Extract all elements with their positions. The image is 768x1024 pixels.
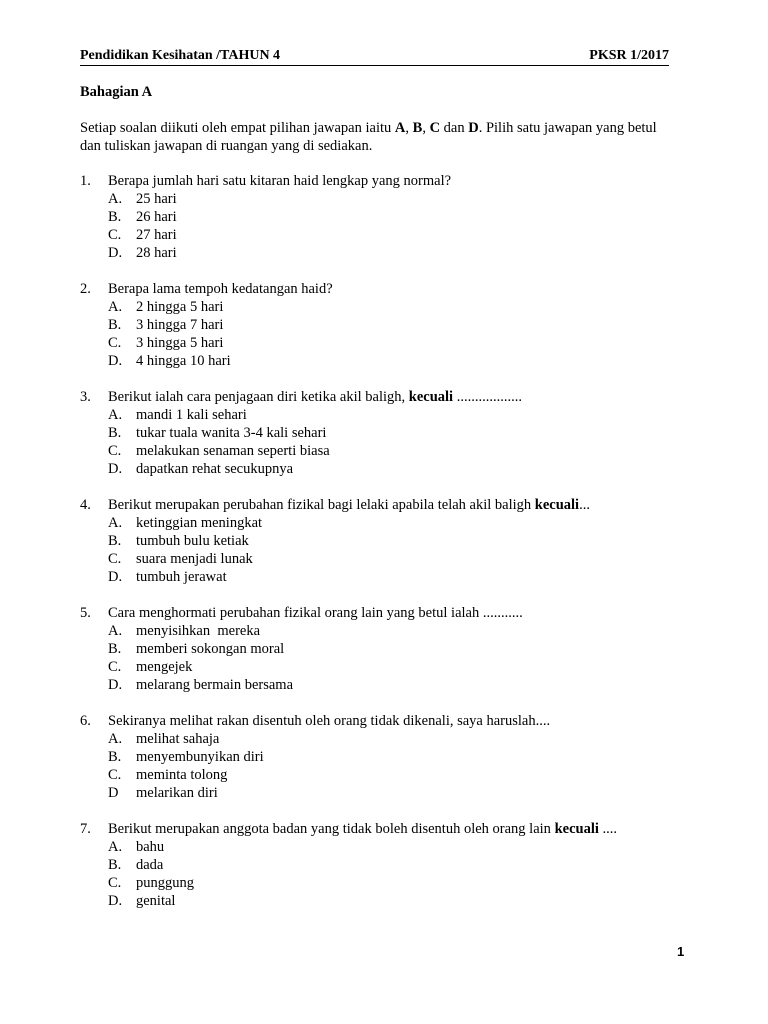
option-d <box>80 352 680 370</box>
question-stem <box>80 388 680 406</box>
option-a <box>80 514 680 532</box>
option-a <box>80 190 680 208</box>
option-text: menyembunyikan diri <box>136 749 264 765</box>
option-b <box>80 532 680 550</box>
option-letter: B. <box>108 317 122 333</box>
question-number: 3. <box>80 389 91 405</box>
option-text: menyisihkan mereka <box>136 623 261 639</box>
separator: , <box>422 120 430 136</box>
option-c <box>80 442 680 460</box>
paper-code: PKSR 1/2017 <box>589 48 669 63</box>
subject-title: Pendidikan Kesihatan /TAHUN 4 <box>80 48 281 63</box>
question-list <box>80 172 680 928</box>
option-a <box>80 406 680 424</box>
question-number: 7. <box>80 821 91 837</box>
option-text: suara menjadi lunak <box>136 551 253 567</box>
option-letter: C. <box>108 227 122 243</box>
option-b <box>80 748 680 766</box>
option-text: tumbuh bulu ketiak <box>136 533 249 549</box>
option-b <box>80 208 680 226</box>
question-6 <box>80 712 680 802</box>
instructions <box>80 119 680 155</box>
question-number: 1. <box>80 173 91 189</box>
option-letter-c: C <box>429 120 441 136</box>
option-letter: A. <box>108 839 123 855</box>
instructions-text: . Pilih satu jawapan yang betul <box>478 120 657 136</box>
question-text: Berikut ialah cara penjagaan diri ketika akil baligh, <box>108 389 409 405</box>
option-b <box>80 316 680 334</box>
question-text: Berikut merupakan perubahan fizikal bagi lelaki apabila telah akil baligh <box>108 497 535 513</box>
option-letter: D. <box>108 461 123 477</box>
option-d <box>80 676 680 694</box>
option-text: 27 hari <box>136 227 177 243</box>
option-d <box>80 460 680 478</box>
option-b <box>80 640 680 658</box>
option-letter: C. <box>108 551 122 567</box>
question-number: 6. <box>80 713 91 729</box>
question-text: Sekiranya melihat rakan disentuh oleh orang tidak dikenali, saya haruslah.... <box>108 713 551 729</box>
option-text: 3 hingga 7 hari <box>136 317 224 333</box>
option-c <box>80 658 680 676</box>
option-letter: A. <box>108 515 123 531</box>
page-header <box>80 47 669 66</box>
option-text: 4 hingga 10 hari <box>136 353 231 369</box>
option-letter: C. <box>108 875 122 891</box>
option-d <box>80 892 680 910</box>
instructions-text: Setiap soalan diikuti oleh empat pilihan jawapan iaitu <box>80 120 395 136</box>
option-text: mengejek <box>136 659 193 675</box>
option-letter: D. <box>108 677 123 693</box>
option-text: dapatkan rehat secukupnya <box>136 461 294 477</box>
option-a <box>80 622 680 640</box>
option-text: genital <box>136 893 176 909</box>
question-number: 2. <box>80 281 91 297</box>
question-suffix: ... <box>579 497 590 513</box>
option-letter: B. <box>108 749 122 765</box>
question-emphasis: kecuali <box>408 389 454 405</box>
option-text: mandi 1 kali sehari <box>136 407 247 423</box>
option-text: tukar tuala wanita 3-4 kali sehari <box>136 425 327 441</box>
option-text: melarang bermain bersama <box>136 677 294 693</box>
option-letter: B. <box>108 209 122 225</box>
question-4 <box>80 496 680 586</box>
option-text: meminta tolong <box>136 767 228 783</box>
option-text: melihat sahaja <box>136 731 220 747</box>
option-a <box>80 838 680 856</box>
option-letter: D. <box>108 353 123 369</box>
option-letter: D. <box>108 245 123 261</box>
option-c <box>80 334 680 352</box>
separator: , <box>405 120 413 136</box>
option-c <box>80 550 680 568</box>
option-letter: A. <box>108 407 123 423</box>
option-letter: D <box>108 785 119 801</box>
question-3 <box>80 388 680 478</box>
question-stem <box>80 172 680 190</box>
option-text: ketinggian meningkat <box>136 515 263 531</box>
question-stem <box>80 604 680 622</box>
option-letter: A. <box>108 731 123 747</box>
option-letter: C. <box>108 659 122 675</box>
option-text: bahu <box>136 839 165 855</box>
question-stem <box>80 496 680 514</box>
question-emphasis: kecuali <box>534 497 580 513</box>
option-d <box>80 244 680 262</box>
question-emphasis: kecuali <box>554 821 599 837</box>
question-stem <box>80 820 680 838</box>
conjunction: dan <box>440 120 469 136</box>
question-suffix: .................. <box>453 389 522 405</box>
option-c <box>80 874 680 892</box>
option-c <box>80 226 680 244</box>
option-letter: A. <box>108 623 123 639</box>
question-2 <box>80 280 680 370</box>
option-text: melarikan diri <box>136 785 218 801</box>
section-title: Bahagian A <box>80 84 153 100</box>
option-letter: C. <box>108 443 122 459</box>
option-letter: B. <box>108 533 122 549</box>
option-text: 26 hari <box>136 209 177 225</box>
option-letter: A. <box>108 299 123 315</box>
option-letter-a: A <box>394 120 406 136</box>
option-text: 3 hingga 5 hari <box>136 335 224 351</box>
question-text: Berikut merupakan anggota badan yang tidak boleh disentuh oleh orang lain <box>108 821 555 837</box>
option-letter: C. <box>108 335 122 351</box>
option-letter-d: D <box>468 120 479 136</box>
option-letter: C. <box>108 767 122 783</box>
option-letter: B. <box>108 641 122 657</box>
option-b <box>80 424 680 442</box>
option-text: melakukan senaman seperti biasa <box>136 443 330 459</box>
option-text: punggung <box>136 875 194 891</box>
option-a <box>80 730 680 748</box>
page-number: 1 <box>677 944 685 959</box>
question-text: Berapa lama tempoh kedatangan haid? <box>108 281 333 297</box>
instructions-line-1 <box>80 119 680 137</box>
question-stem <box>80 280 680 298</box>
option-letter: B. <box>108 857 122 873</box>
question-7 <box>80 820 680 910</box>
option-text: memberi sokongan moral <box>136 641 285 657</box>
option-text: 28 hari <box>136 245 177 261</box>
question-number: 5. <box>80 605 91 621</box>
question-text: Cara menghormati perubahan fizikal orang lain yang betul ialah ........... <box>108 605 523 621</box>
option-d <box>80 568 680 586</box>
question-5 <box>80 604 680 694</box>
question-stem <box>80 712 680 730</box>
question-1 <box>80 172 680 262</box>
option-text: tumbuh jerawat <box>136 569 227 585</box>
option-letter: B. <box>108 425 122 441</box>
option-letter: A. <box>108 191 123 207</box>
option-letter-b: B <box>412 120 423 136</box>
option-c <box>80 766 680 784</box>
instructions-line-2: dan tuliskan jawapan di ruangan yang di sediakan. <box>80 138 373 154</box>
question-text: Berapa jumlah hari satu kitaran haid lengkap yang normal? <box>108 173 452 189</box>
option-letter: D. <box>108 569 123 585</box>
option-a <box>80 298 680 316</box>
option-d <box>80 784 680 802</box>
option-text: dada <box>136 857 164 873</box>
question-suffix: .... <box>598 821 617 837</box>
option-b <box>80 856 680 874</box>
option-text: 2 hingga 5 hari <box>136 299 224 315</box>
question-number: 4. <box>80 497 91 513</box>
option-text: 25 hari <box>136 191 177 207</box>
option-letter: D. <box>108 893 123 909</box>
